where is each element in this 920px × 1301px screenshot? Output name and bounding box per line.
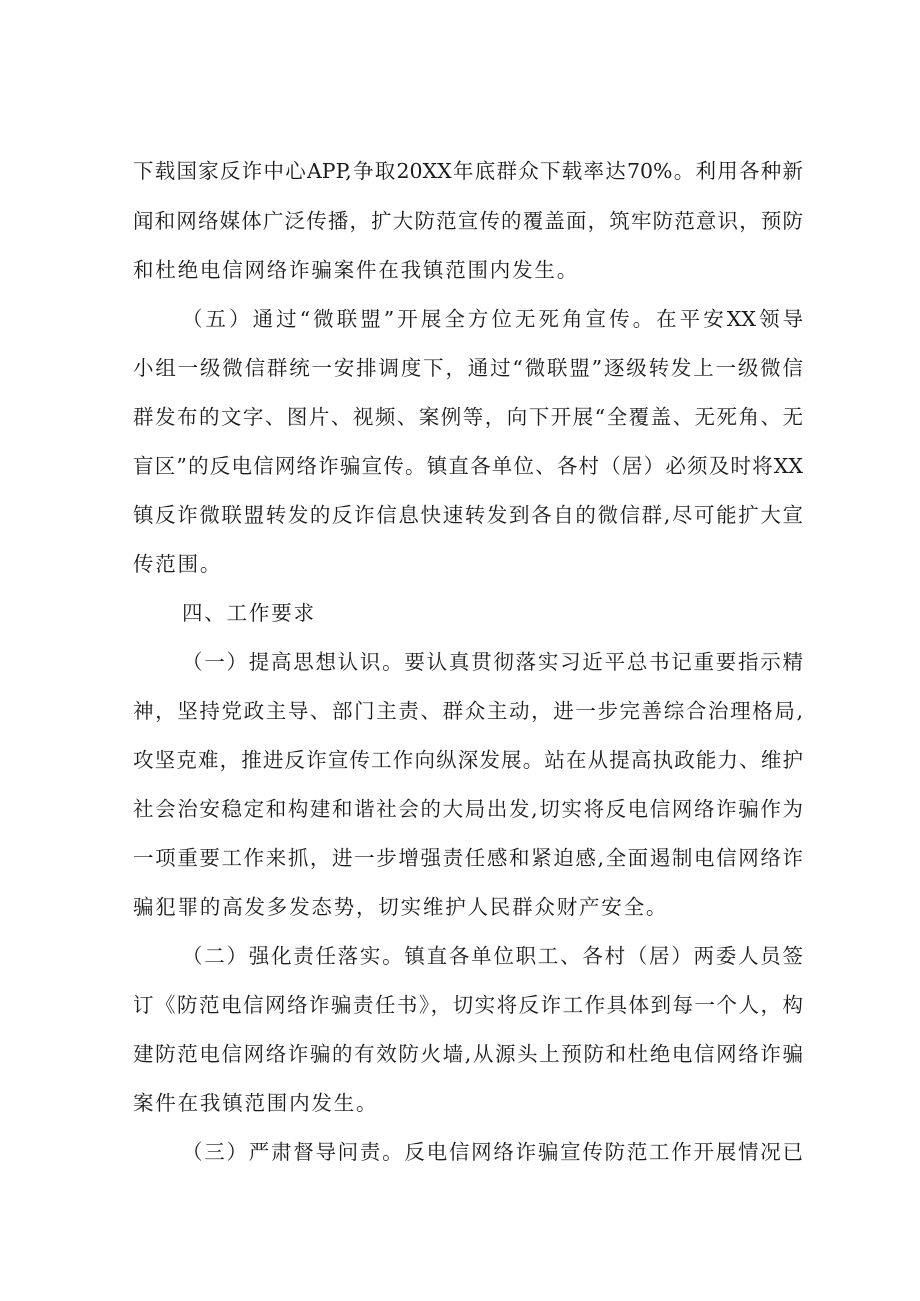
paragraph-line: 小组一级微信群统一安排调度下，通过“微联盟”逐级转发上一级微信 [133,356,803,380]
paragraph-line: 社会治安稳定和构建和谐社会的大局出发,切实将反电信网络诈骗作为 [133,797,803,821]
paragraph-line: 一项重要工作来抓，进一步增强责任感和紧迫感,全面遏制电信网络诈 [133,846,803,870]
paragraph-line: （一）提高思想认识。要认真贯彻落实习近平总书记重要指示精 [182,650,803,674]
paragraph-line: 镇反诈微联盟转发的反诈信息快速转发到各自的微信群,尽可能扩大宣 [133,503,803,527]
paragraph-line: 下载国家反诈中心APP,争取20XX年底群众下载率达70%。利用各种新 [133,159,803,183]
paragraph-line: 和杜绝电信网络诈骗案件在我镇范围内发生。 [133,258,579,282]
paragraph-line: （二）强化责任落实。镇直各单位职工、各村（居）两委人员签 [182,944,803,968]
paragraph-line: 攻坚克难，推进反诈宣传工作向纵深发展。站在从提高执政能力、维护 [133,748,803,772]
paragraph-line: 神，坚持党政主导、部门主责、群众主动，进一步完善综合治理格局, [133,699,803,723]
paragraph-line: 闻和网络媒体广泛传播，扩大防范宣传的覆盖面，筑牢防范意识，预防 [133,209,803,233]
paragraph-line: 订《防范电信网络诈骗责任书》，切实将反诈工作具体到每一个人，构 [133,993,803,1017]
paragraph-line: （三）严肃督导问责。反电信网络诈骗宣传防范工作开展情况已 [182,1140,803,1164]
paragraph-line: 群发布的文字、图片、视频、案例等，向下开展“全覆盖、无死角、无 [133,405,803,429]
paragraph-line: 建防范电信网络诈骗的有效防火墙,从源头上预防和杜绝电信网络诈骗 [133,1042,803,1066]
paragraph-line: 传范围。 [133,552,223,576]
section-heading: 四、工作要求 [182,601,316,625]
paragraph-line: （五）通过“微联盟”开展全方位无死角宣传。在平安XX领导 [182,307,803,331]
paragraph-line: 盲区”的反电信网络诈骗宣传。镇直各单位、各村（居）必须及时将XX [133,454,803,478]
paragraph-line: 案件在我镇范围内发生。 [133,1091,379,1115]
paragraph-line: 骗犯罪的高发多发态势，切实维护人民群众财产安全。 [133,895,669,919]
